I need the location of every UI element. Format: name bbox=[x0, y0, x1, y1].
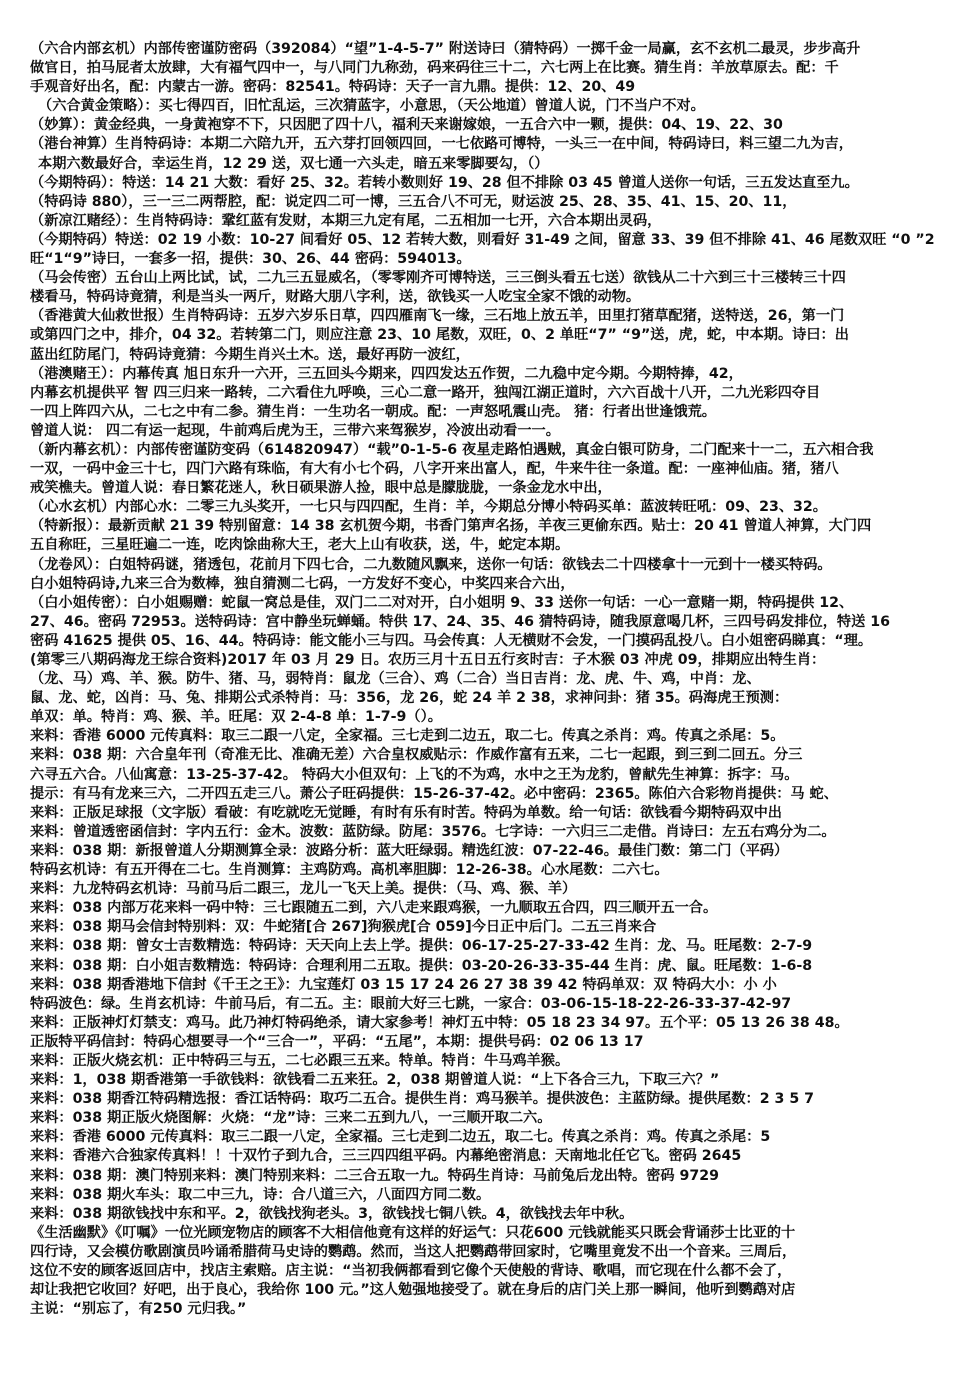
text-line: 这位不安的顾客返回店中，找店主索赔。店主说：“当初我俩都看到它像个天使般的背诗、歌唱，而它现在什么都不会了， bbox=[30, 1263, 792, 1279]
text-line: 旺“1“9”诗曰，一套多一招，提供：30、26、44 密码：594013。 bbox=[30, 251, 471, 268]
text-line: 来料：038 内部万花来料一码中特：三七跟随五二到，六八走来跟鸡猴，一九顺取五合四，四三顺开五一合。 bbox=[30, 900, 718, 917]
text-line: 来料：香港 6000 元传真料：取三二跟一八定，全家福。三七走到二边五，取二七。传真之杀肖：鸡。传真之杀尾：5 bbox=[30, 1129, 771, 1146]
text-line: 却让我把它收回？好吧，出于良心，我给你 100 元。”这人勉强地接受了。就在身后的店门关上那一瞬间，他听到鹦鹉对店 bbox=[30, 1282, 796, 1299]
text-line bbox=[30, 1319, 950, 1338]
text-line: 来料：九龙特码玄机诗：马前马后二跟三，龙儿一飞天上美。提供：（马、鸡、猴、羊） bbox=[30, 881, 577, 898]
text-line: 来料：香港六合独家传真料！！十双竹子到九合，三三四四组平码。内幕绝密消息：天南地北任它飞。密码 2645 bbox=[30, 1148, 742, 1165]
text-line: （香港黄大仙救世报）生肖特码诗：五岁六岁乐日草，四四雁南飞一缘，三石地上放五羊，田里打猪草配猪，送特送，26，第一门 bbox=[30, 308, 845, 325]
text-line: 四行诗，又会模仿歌剧演员吟诵希腊荷马史诗的鹦鹉。然而，当这人把鹦鹉带回家时，它嘴里竟发不出一个音来。三周后， bbox=[30, 1243, 797, 1260]
text-line: （特新报）：最新贡献 21 39 特别留意：14 38 玄机贺今期，书香门第声名扬，羊夜三更偷东西。贴士：20 41 曾道人神算，大门四 bbox=[30, 518, 872, 535]
text-line: （特码诗 880），三一三二两帮腔，配：说定四二可一博，三五合八不可无，财运波 25、28、35、41、15、20、11， bbox=[30, 193, 797, 210]
text-line: （新内幕玄机）：内部传密谨防变码（614820947）“载”0-1-5-6 夜星走路怕遇贼，真金白银可防身，二门配来十一二，五六相合我 bbox=[30, 441, 874, 458]
text-line: 特码波色：绿。生肖玄机诗：牛前马后，有二五。主：眼前大好三七跳，一家合：03-06-15-18-22-26-33-37-42-97 bbox=[30, 995, 792, 1012]
text-line: 蓝出红防尾门，特码诗竟猜：今期生肖兴土木。送，最好再防一波红， bbox=[30, 346, 470, 363]
text-line: 内幕玄机提供平 智 四三归来一路转，二六看住九呼唤，三心二意一路开，独闯江湖正道时，六六百战十八开，二九光彩四夺目 bbox=[30, 384, 821, 401]
text-line: 五自称旺，三星旺遍二一连，吃肉馀曲称大王，老大上山有收获，送，牛，蛇定本期。 bbox=[30, 537, 570, 554]
text-line: （港澳赌王）：内幕传真 旭日东升一六开，三五回头今期来，四四发达五作贺，二九稳中定今期。今期特捧，42， bbox=[30, 365, 743, 382]
text-line: 一四上阵四六从，二七之中有二参。猜生肖：一生功名一朝成。配：一声怒吼震山壳。 猪：行者出世逢饿荒。 bbox=[30, 403, 716, 420]
text-line: 正版特平码信封：特码心想要寻一个“三合一”，平码：“五尾”，本期：提供号码：02 06 13 17 bbox=[30, 1033, 644, 1050]
text-line: (第零三八期码海龙王综合资料)2017 年 03 月 29 日。农历三月十五日五行亥时吉：子木猴 03 冲虎 09，排期应出特生肖： bbox=[30, 652, 826, 668]
text-line: 来料：038 期香江特码精选报：香江话特码：取巧二五合。提供生肖：鸡马猴羊。提供波色：主蓝防绿。提供尾数：2 3 5 7 bbox=[30, 1091, 815, 1108]
text-line: 或第四门之中，排介，04 32。若转第二门，则应注意 23、10 尾数，双旺，0、2 单旺“7” “9”送，虎，蛇，中本期。诗曰：出 bbox=[30, 327, 849, 344]
text-line: 来料：038 期正版火烧图解：火烧：“龙”诗：三来二五到九八，一三顺开取二六。 bbox=[30, 1110, 552, 1127]
text-line: 来料：038 期马会信封特别料：双：牛蛇猪[合 267]狗猴虎[合 059]今日正中后门。二五三肖来合 bbox=[30, 919, 657, 936]
text-line: （心水玄机）内部心水：二零三九头奖开，一七只与四四配，生肖：羊，今期总分博小特码买单：蓝波转旺吼：09、23、32。 bbox=[30, 499, 827, 516]
text-line: （新凉江赌经）：生肖特码诗：鞏红蓝有发财，本期三九定有尾，二五相加一七开，六合本期出灵码， bbox=[30, 212, 662, 229]
text-line: 来料：038 期香港地下信封《千王之王》：九宝莲灯 03 15 17 24 26 27 38 39 42 特码单双：双 特码大小：小 小 bbox=[30, 976, 777, 993]
text-line: （港台神算）生肖特码诗：本期二六陪九开，五六芽打回领四回，一七依路可博特，一头三一在中间，特码诗曰，料三望二九为吉， bbox=[30, 136, 853, 153]
text-line: （今期特码）：特送：14 21 大数：看好 25、32。若转小数则好 19、28 但不排除 03 45 曾道人送你一句话，三五发达直至九。 bbox=[30, 174, 859, 191]
text-line: 27、46。密码 72953。送特码诗：宫中静坐玩蝉蛹。特供 17、24、35、46 猜特码诗，随我原意喝几杯，三四号码发排位，特送 16 bbox=[30, 613, 890, 630]
text-line: 主说：“别忘了，有250 元归我。” bbox=[30, 1301, 247, 1318]
text-line: 白小姐特码诗,九来三合为数棒，独自猜测二七码，一方发好不变心，中奖四来合六出， bbox=[30, 575, 575, 592]
text-line bbox=[30, 1338, 950, 1357]
text-line: 来料：038 期：澳门特别来料：澳门特别来料：二三合五取一九。特码生肖诗：马前兔后龙出特。密码 9729 bbox=[30, 1167, 720, 1184]
text-line: （马会传密）五台山上两比试，试，二九三五显威名，（零零刚齐可博特送，三三倒头看五七送）欲钱从二十六到三十三楼转三十四 bbox=[30, 270, 846, 287]
text-line: 手观音好出名，配：内蒙古一游。密码：82541。特码诗：天子一言九鼎。提供：12、20、49 bbox=[30, 79, 636, 96]
text-line: 来料：1，038 期香港第一手欲钱料：欲钱看二五来狂。2，038 期曾道人说：“上下各合三九，下取三六？” bbox=[30, 1072, 720, 1089]
text-line: 单双：单。特肖：鸡、猴、羊。旺尾：双 2-4-8 单：1-7-9（）。 bbox=[30, 709, 442, 726]
text-line: 来料：038 期：白小姐吉数精选：特码诗：合理利用二五取。提供：03-20-26-33-35-44 生肖：虎、鼠。旺尾数：1-6-8 bbox=[30, 957, 813, 974]
text-line: 来料：曾道透密函信封：字内五行：金木。波数：蓝防绿。防尾：3576。七字诗：一六归三二走借。肖诗曰：左五右鸡分为二。 bbox=[30, 823, 836, 840]
text-line: 《生活幽默》《叮嘱》一位光顾宠物店的顾客不大相信他竟有这样的好运气：只花600 元钱就能买只既会背诵莎士比亚的十 bbox=[30, 1224, 796, 1241]
text-line: （龙卷风）：白姐特码谜，猪透包，花前月下四七合，二九数随风飘来，送你一句话：欲钱去二十四楼拿十一元到十一楼买特码。 bbox=[30, 556, 832, 573]
text-line: 特码玄机诗：有五开得在二七。生肖测算：主鸡防鸡。高机率胆脚：12-26-38。心水尾数：二六七。 bbox=[30, 862, 669, 879]
text-line: 做官日，拍马屁者太放肆，大有福气四中一，与八同门九称劲，码来码往三十二，六七两上在比赛。猜生肖：羊放草原去。配：千 bbox=[30, 60, 839, 77]
text-line: （六合内部玄机）内部传密谨防密码（392084）“望”1-4-5-7” 附送诗曰（猜特码）一掷千金一局赢，玄不玄机二最灵，步步高升 bbox=[30, 41, 861, 57]
text-line: 来料：正版神灯灯禁支：鸡马。此乃神灯特码绝杀，请大家参考！神灯五中特：05 18 23 34 97。五个平：05 13 26 38 48。 bbox=[30, 1014, 849, 1031]
text-line: （白小姐传密）：白小姐赐赠：蛇鼠一窝总是佳，双门二二对对开，白小姐明 9、33 送你一句话：一心一意赌一期，特码提供 12、 bbox=[30, 594, 854, 611]
text-line: 来料：038 期：新报曾道人分期测算全录：波路分析：蓝大旺绿弱。精选红波：07-22-46。最佳门数：第二门（平码） bbox=[30, 842, 789, 859]
text-line: 提示：有马有龙来三六，二开四五走三八。萧公子旺码提供：15-26-37-42。必中密码：2365。陈伯六合彩物肖提供：马 蛇、 bbox=[30, 785, 838, 802]
text-line: 来料：正版火烧玄机：正中特码三与五，二七必跟三五来。特单。特肖：牛马鸡羊猴。 bbox=[30, 1052, 570, 1069]
text-line: 戒笑樵夫。曾道人说：春日繁花迷人，秋日硕果游人捡，眼中总是朦胧胧，一条金龙水中出， bbox=[30, 480, 612, 497]
text-line: 一双，一码中金三十七，四门六路有珠临，有大有小七个码，八字开来出富人，配，牛来牛往一条道。配：一座神仙庙。猪，猪八 bbox=[30, 461, 839, 478]
text-line: 来料：038 期欲钱找中东和平。2，欲钱找狗老头。3，欲钱找七铜八铁。4，欲钱找去年中秋。 bbox=[30, 1205, 634, 1222]
text-line: 六寻五六合。八仙寓意：13-25-37-42。 特码大小但双句：上飞的不为鸡，水中之王为龙豹，曾献先生神算：拆字：马。 bbox=[30, 766, 799, 783]
text-line: （六合黄金策略）：买七得四百，旧忙乱运，三次猜蓝字，小意思，（天公地道）曾道人说，门不当户不对。 bbox=[38, 98, 705, 115]
text-line: （今期特码）特送：02 19 小数：10-27 间看好 05、12 若转大数，则看好 31-49 之间，留意 33、39 但不排除 41、46 尾数双旺 “0 ”2 bbox=[30, 231, 935, 248]
text-line: 鼠、龙、蛇，凶肖：马、兔、排期公式杀特肖：马：356，龙 26，蛇 24 羊 2 38，求神问卦：猪 35。码海虎王预测： bbox=[30, 690, 789, 707]
text-line: 曾道人说： 四二有运一起现，牛前鸡后虎为王，三带六来驾猴岁，冷波出动看一一。 bbox=[30, 422, 560, 439]
text-line: 楼看马，特码诗竟猜，利是当头一两斤，财路大朋八字利，送，欲钱买一人吃宝全家不饿的动物。 bbox=[30, 289, 641, 306]
text-line: （妙算）：黄金经典，一身黄袍穿不下，只因肥了四十八，福利天来谢嫁娘，一五合六中一颗，提供：04、19、22、30 bbox=[30, 117, 783, 134]
text-line: 密码 41625 提供 05、16、44。特码诗：能文能小三与四。马会传真：人无横财不会发，一门摸码乱投八。白小姐密码睇真：“理。 bbox=[30, 632, 873, 649]
text-line: 来料：038 期：六合皇年刊（奇准无比、准确无差）六合皇权威贴示：作威作富有五来，二七一起跟，到三到二回五。分三 bbox=[30, 747, 803, 764]
text-line: 来料：038 期：曾女士吉数精选：特码诗：天天向上去上学。提供：06-17-25-27-33-42 生肖：龙、马。旺尾数：2-7-9 bbox=[30, 938, 813, 955]
text-line: 来料：香港 6000 元传真料：取三二跟一八定，全家福。三七走到二边五，取二七。传真之杀肖：鸡。传真之杀尾：5。 bbox=[30, 728, 785, 745]
text-line: （龙、马）鸡、羊、猴。防牛、猪、马，弱特肖：鼠龙（三合）、鸡（二合）当日吉肖：龙、虎、牛、鸡，中肖：龙、 bbox=[30, 671, 761, 688]
text-line: 本期六数最好合，幸运生肖，12 29 送，双七通一六头走，暗五来零脚要勾，（） bbox=[38, 155, 549, 172]
text-line: 来料：正版足球报（文字版）看破：有吃就吃无觉睡，有时有乐有时苦。特码为单数。给一句话：欲钱看今期特码双中出 bbox=[30, 804, 782, 821]
text-line: 来料：038 期火车头：取二中三九，诗：合八道三六，八面四方同二数。 bbox=[30, 1186, 491, 1203]
